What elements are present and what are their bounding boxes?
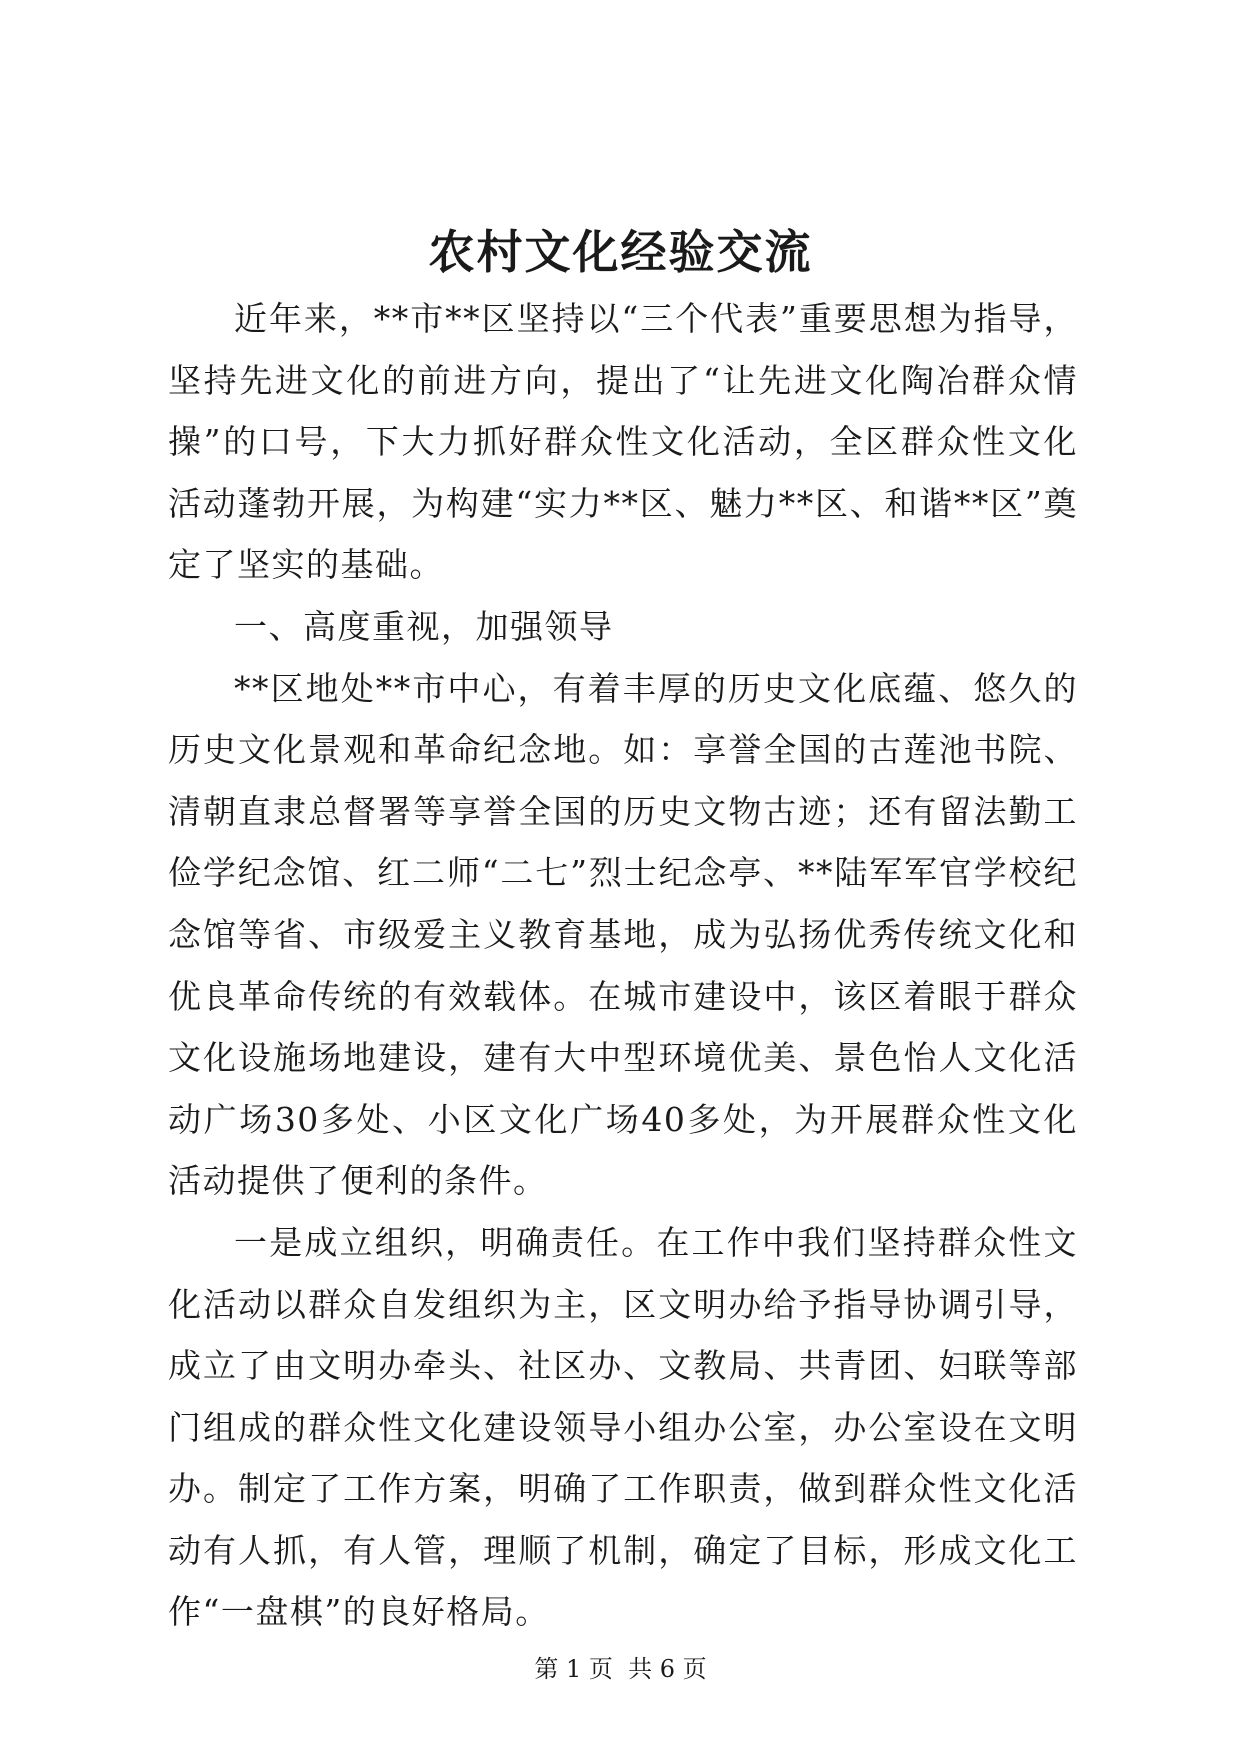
document-body xyxy=(168,288,1078,1643)
intro-paragraph: 近年来，**市**区坚持以“三个代表”重要思想为指导，坚持先进文化的前进方向，提出了“让先进文化陶冶群众情操”的口号，下大力抓好群众性文化活动，全区群众性文化活动蓬勃开展，为构建“实力**区、魅力**区、和谐**区”奠定了坚实的基础。 xyxy=(168,299,1078,585)
page-number: 第 1 页 共 6 页 xyxy=(534,1655,707,1683)
body-paragraph: 一是成立组织，明确责任。在工作中我们坚持群众性文化活动以群众自发组织为主，区文明办给予指导协调引导，成立了由文明办牵头、社区办、文教局、共青团、妇联等部门组成的群众性文化建设领导小组办公室，办公室设在文明办。制定了工作方案，明确了工作职责，做到群众性文化活动有人抓，有人管，理顺了机制，确定了目标，形成文化工作“一盘棋”的良好格局。 xyxy=(168,1222,1078,1632)
body-paragraph: **区地处**市中心，有着丰厚的历史文化底蕴、悠久的历史文化景观和革命纪念地。如：享誉全国的古莲池书院、清朝直隶总督署等享誉全国的历史文物古迹；还有留法勤工俭学纪念馆、红二师“二七”烈士纪念亭、**陆军军官学校纪念馆等省、市级爱主义教育基地，成为弘扬优秀传统文化和优良革命传统的有效载体。在城市建设中，该区着眼于群众文化设施场地建设，建有大中型环境优美、景色怡人文化活动广场30多处、小区文化广场40多处，为开展群众性文化活动提供了便利的条件。 xyxy=(168,668,1078,1201)
page-footer xyxy=(0,1654,1241,1684)
section-heading: 一、高度重视，加强领导 xyxy=(234,606,614,646)
document-title: 农村文化经验交流 xyxy=(428,225,813,279)
